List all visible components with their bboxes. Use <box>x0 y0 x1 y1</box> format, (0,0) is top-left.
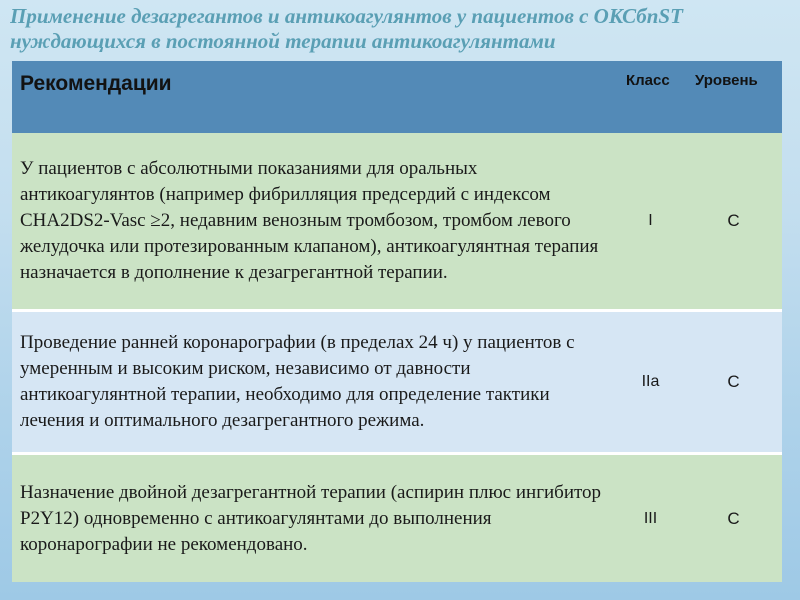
table-row <box>12 133 782 311</box>
recommendation-text: Назначение двойной дезагрегантной терапии (аспирин плюс ингибитор P2Y12) одновременно с антикоагулянтами до выполнения коронарографии не рекомендовано. <box>12 454 616 583</box>
recommendation-text: Проведение ранней коронарографии (в пределах 24 ч) у пациентов с умеренным и высоким риском, независимо от давности антикоагулянтной терапии, необходимо для определение тактики лечения и оптимального дезагрегантного режима. <box>12 311 616 454</box>
table-header-row <box>12 61 782 133</box>
recommendations-table <box>12 61 782 582</box>
header-level: Уровень <box>685 61 782 133</box>
recommendation-class: IIa <box>616 311 685 454</box>
recommendation-level: C <box>685 133 782 311</box>
table-row <box>12 311 782 454</box>
recommendation-text: У пациентов с абсолютными показаниями для оральных антикоагулянтов (например фибрилляция предсердий с индексом CHA2DS2-Vasc ≥2, недавним венозным тромбозом, тромбом левого желудочка или протезированным клапаном), антикоагулянтная терапия назначается в дополнение к дезагрегантной терапии. <box>12 133 616 311</box>
table-row <box>12 454 782 583</box>
recommendation-class: I <box>616 133 685 311</box>
header-recommendations: Рекомендации <box>12 61 616 133</box>
recommendation-level: C <box>685 311 782 454</box>
header-class: Класс <box>616 61 685 133</box>
recommendation-level: C <box>685 454 782 583</box>
recommendation-class: III <box>616 454 685 583</box>
slide-title <box>10 4 800 54</box>
slide-title-line-1: Применение дезагрегантов и антикоагулянтов у пациентов с ОКСбпST <box>10 4 683 28</box>
slide-title-line-2: нуждающихся в постоянной терапии антикоагулянтами <box>10 29 556 53</box>
